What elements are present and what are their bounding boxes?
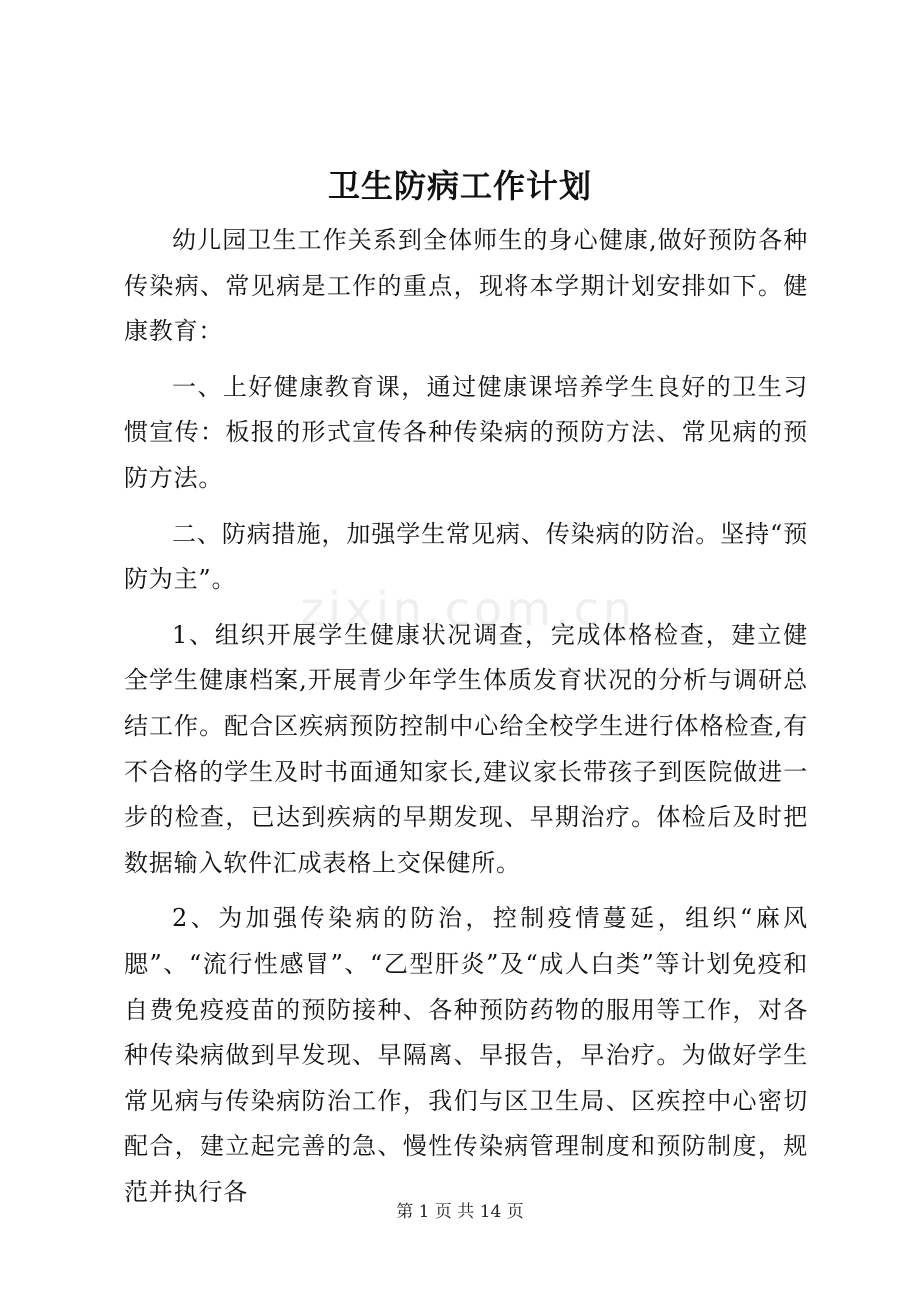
page-footer: 第 1 页 共 14 页 bbox=[396, 1202, 524, 1222]
paragraph-prevention-measures: 二、防病措施，加强学生常见病、传染病的防治。坚持“预防为主”。 bbox=[124, 519, 808, 594]
document-body bbox=[124, 218, 808, 1215]
paragraph-health-survey: 1、组织开展学生健康状况调查，完成体格检查，建立健全学生健康档案,开展青少年学生体质发育状况的分析与调研总结工作。配合区疾病预防控制中心给全校学生进行体格检查,有不合格的学生及时书面通知家长,建议家长带孩子到医院做进一步的检查，已达到疾病的早期发现、早期治疗。体检后及时把数据输入软件汇成表格上交保健所。 bbox=[124, 620, 808, 877]
paragraph-health-education: 一、上好健康教育课，通过健康课培养学生良好的卫生习惯宣传：板报的形式宣传各种传染病的预防方法、常见病的预防方法。 bbox=[124, 372, 808, 492]
watermark: zixin.com.cn bbox=[300, 582, 637, 636]
paragraph-intro: 幼儿园卫生工作关系到全体师生的身心健康,做好预防各种传染病、常见病是工作的重点，现将本学期计划安排如下。健康教育： bbox=[124, 226, 808, 346]
document-title: 卫生防病工作计划 bbox=[327, 167, 592, 205]
paragraph-infectious-disease: 2、为加强传染病的防治，控制疫情蔓延，组织“麻风腮”、“流行性感冒”、“乙型肝炎”及“成人白类”等计划免疫和自费免疫疫苗的预防接种、各种预防药物的服用等工作，对各种传染病做到早发现、早隔离、早报告，早治疗。为做好学生常见病与传染病防治工作，我们与区卫生局、区疾控中心密切配合，建立起完善的急、慢性传染病管理制度和预防制度，规范并执行各 bbox=[124, 904, 808, 1206]
